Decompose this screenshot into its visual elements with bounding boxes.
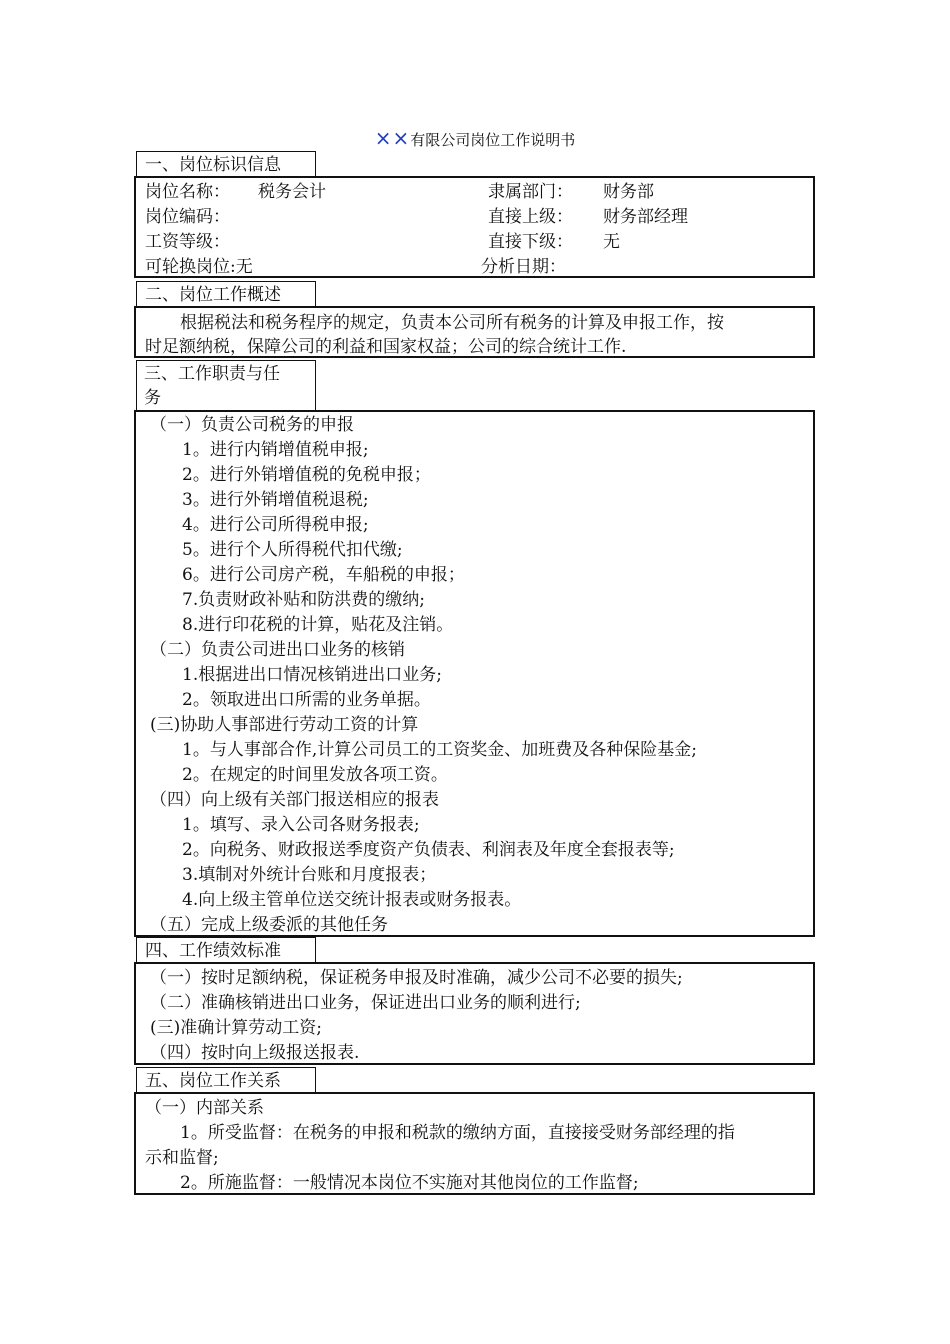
duty-item: 1。填写、录入公司各财务报表; bbox=[182, 815, 420, 835]
duty-item: 2。进行外销增值税的免税申报； bbox=[182, 465, 431, 485]
label-salary-grade: 工资等级： bbox=[145, 232, 230, 252]
relation-item: 2。所施监督：一般情况本岗位不实施对其他岗位的工作监督; bbox=[180, 1173, 639, 1193]
duty-group-4: （四）向上级有关部门报送相应的报表 bbox=[150, 790, 439, 810]
section1-heading: 一、岗位标识信息 bbox=[136, 151, 316, 177]
performance-item: （四）按时向上级报送报表. bbox=[150, 1043, 360, 1063]
label-post-code: 岗位编码： bbox=[145, 207, 230, 227]
title-prefix: ×× bbox=[374, 126, 411, 150]
duty-item: 1.根据进出口情况核销进出口业务; bbox=[182, 665, 442, 685]
value-department: 财务部 bbox=[603, 182, 654, 202]
duty-item: 3.填制对外统计台账和月度报表； bbox=[182, 865, 437, 885]
section5-heading: 五、岗位工作关系 bbox=[136, 1067, 316, 1093]
label-direct-superior: 直接上级： bbox=[488, 207, 573, 227]
duty-item: 8.进行印花税的计算，贴花及注销。 bbox=[182, 615, 454, 635]
duty-item: 1。进行内销增值税申报; bbox=[182, 440, 369, 460]
section2-heading: 二、岗位工作概述 bbox=[136, 281, 316, 307]
performance-item: （一）按时足额纳税，保证税务申报及时准确，减少公司不必要的损失; bbox=[150, 968, 683, 988]
duty-item: 2。领取进出口所需的业务单据。 bbox=[182, 690, 431, 710]
duty-item: 5。进行个人所得税代扣代缴; bbox=[182, 540, 403, 560]
duty-group-2: （二）负责公司进出口业务的核销 bbox=[150, 640, 405, 660]
section3-heading-line-1: 三、工作职责与任 bbox=[144, 364, 280, 384]
document-title bbox=[0, 126, 950, 152]
value-direct-subordinate: 无 bbox=[603, 232, 620, 252]
duty-item: 2。向税务、财政报送季度资产负债表、利润表及年度全套报表等; bbox=[182, 840, 675, 860]
label-post-name: 岗位名称： bbox=[145, 182, 230, 202]
value-post-name: 税务会计 bbox=[258, 182, 326, 202]
duty-group-3: (三)协助人事部进行劳动工资的计算 bbox=[150, 715, 419, 735]
duty-item: 3。进行外销增值税退税; bbox=[182, 490, 369, 510]
label-department: 隶属部门： bbox=[488, 182, 573, 202]
duty-item: 4。进行公司所得税申报; bbox=[182, 515, 369, 535]
duty-item: 4.向上级主管单位送交统计报表或财务报表。 bbox=[182, 890, 522, 910]
section4-heading: 四、工作绩效标准 bbox=[136, 937, 316, 963]
label-analysis-date: 分析日期： bbox=[481, 257, 566, 277]
section3-heading-line-2: 务 bbox=[144, 388, 161, 408]
performance-item: （二）准确核销进出口业务，保证进出口业务的顺利进行; bbox=[150, 993, 581, 1013]
duty-group-5: （五）完成上级委派的其他任务 bbox=[150, 915, 388, 935]
duty-item: 7.负责财政补贴和防洪费的缴纳; bbox=[182, 590, 425, 610]
overview-line-1: 根据税法和税务程序的规定，负责本公司所有税务的计算及申报工作，按 bbox=[180, 313, 724, 333]
label-direct-subordinate: 直接下级： bbox=[488, 232, 573, 252]
relation-item: 1。所受监督：在税务的申报和税款的缴纳方面，直接接受财务部经理的指 bbox=[180, 1123, 735, 1143]
value-direct-superior: 财务部经理 bbox=[603, 207, 688, 227]
overview-line-2: 时足额纳税，保障公司的利益和国家权益；公司的综合统计工作. bbox=[145, 337, 627, 357]
performance-item: (三)准确计算劳动工资; bbox=[150, 1018, 322, 1038]
relation-item-continued: 示和监督; bbox=[145, 1148, 219, 1168]
duty-group-1: （一）负责公司税务的申报 bbox=[150, 415, 354, 435]
duty-item: 6。进行公司房产税，车船税的申报； bbox=[182, 565, 465, 585]
duty-item: 1。与人事部合作,计算公司员工的工资奖金、加班费及各种保险基金; bbox=[182, 740, 697, 760]
label-rotation-post: 可轮换岗位:无 bbox=[145, 257, 253, 277]
duty-item: 2。在规定的时间里发放各项工资。 bbox=[182, 765, 448, 785]
title-text: 有限公司岗位工作说明书 bbox=[410, 131, 576, 149]
relation-group-internal: （一）内部关系 bbox=[145, 1098, 264, 1118]
